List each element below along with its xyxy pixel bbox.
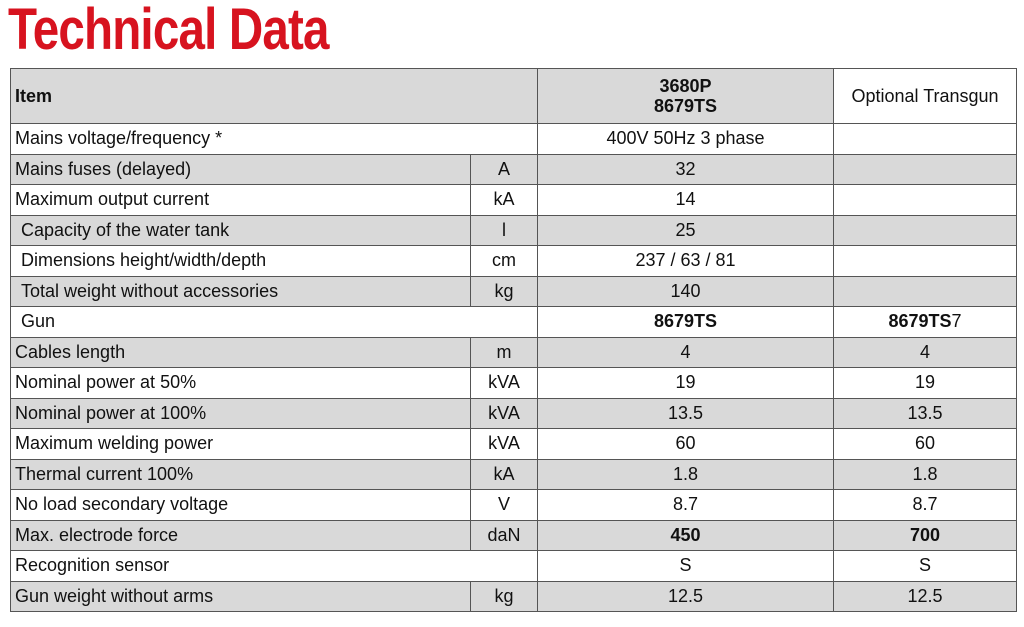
table-row (11, 185, 1017, 216)
row-optional (834, 581, 1017, 612)
row-value: 25 (538, 215, 834, 246)
row-optional (834, 459, 1017, 490)
row-optional (834, 520, 1017, 551)
row-optional (834, 368, 1017, 399)
row-label: Gun (11, 307, 538, 338)
row-optional-value: 8.7 (912, 494, 938, 515)
row-value: 8679TS (538, 307, 834, 338)
header-model-line1: 3680P (659, 76, 712, 96)
row-optional-value: 8679TS (888, 311, 952, 332)
table-row (11, 551, 1017, 582)
row-unit: kVA (471, 368, 538, 399)
row-label: Gun weight without arms (11, 581, 471, 612)
row-value: 32 (538, 154, 834, 185)
row-label: Mains voltage/frequency * (11, 124, 538, 155)
row-unit: daN (471, 520, 538, 551)
row-unit: kA (471, 185, 538, 216)
row-value: 450 (538, 520, 834, 551)
table-row (11, 581, 1017, 612)
row-value: 400V 50Hz 3 phase (538, 124, 834, 155)
row-unit: m (471, 337, 538, 368)
row-optional-value: 60 (915, 433, 936, 454)
row-label: Cables length (11, 337, 471, 368)
header-optional: Optional Transgun (834, 69, 1017, 124)
row-label: Nominal power at 100% (11, 398, 471, 429)
row-optional-value: 1.8 (912, 463, 938, 484)
table-row (11, 307, 1017, 338)
row-optional (834, 185, 1017, 216)
row-unit: kg (471, 581, 538, 612)
row-label: Thermal current 100% (11, 459, 471, 490)
row-optional-value: 4 (920, 341, 931, 362)
table-row (11, 124, 1017, 155)
row-value: 13.5 (538, 398, 834, 429)
row-optional-suffix: 7 (951, 311, 962, 332)
row-unit: l (471, 215, 538, 246)
row-optional-value: 700 (909, 524, 941, 545)
row-value: 14 (538, 185, 834, 216)
row-optional (834, 276, 1017, 307)
table-body (11, 69, 1017, 612)
header-model-line2: 8679TS (653, 96, 718, 116)
row-unit: kVA (471, 429, 538, 460)
row-optional-value: 13.5 (907, 402, 943, 423)
header-model (538, 69, 834, 124)
row-value: 140 (538, 276, 834, 307)
table-row (11, 246, 1017, 277)
row-optional (834, 215, 1017, 246)
row-optional (834, 246, 1017, 277)
row-value: 19 (538, 368, 834, 399)
row-label: No load secondary voltage (11, 490, 471, 521)
row-value: 12.5 (538, 581, 834, 612)
row-value: 8.7 (538, 490, 834, 521)
table-row (11, 276, 1017, 307)
table-row (11, 459, 1017, 490)
row-value: 60 (538, 429, 834, 460)
row-label: Mains fuses (delayed) (11, 154, 471, 185)
page-title: Technical Data (8, 0, 329, 62)
row-label: Maximum welding power (11, 429, 471, 460)
table-row (11, 215, 1017, 246)
row-optional-value: S (919, 555, 932, 576)
table-row (11, 490, 1017, 521)
row-label: Capacity of the water tank (11, 215, 471, 246)
table-row (11, 520, 1017, 551)
row-optional (834, 551, 1017, 582)
row-value: 237 / 63 / 81 (538, 246, 834, 277)
row-unit: cm (471, 246, 538, 277)
row-unit: kg (471, 276, 538, 307)
row-optional (834, 490, 1017, 521)
row-unit: V (471, 490, 538, 521)
row-optional-value: 19 (915, 372, 936, 393)
row-label: Total weight without accessories (11, 276, 471, 307)
table-row (11, 337, 1017, 368)
technical-data-table (10, 68, 1017, 612)
table-row (11, 398, 1017, 429)
row-label: Max. electrode force (11, 520, 471, 551)
table-row (11, 368, 1017, 399)
table-header-row (11, 69, 1017, 124)
row-label: Nominal power at 50% (11, 368, 471, 399)
row-unit: kVA (471, 398, 538, 429)
row-optional (834, 154, 1017, 185)
table-row (11, 429, 1017, 460)
table-row (11, 154, 1017, 185)
row-optional (834, 307, 1017, 338)
row-label: Recognition sensor (11, 551, 538, 582)
row-value: S (538, 551, 834, 582)
row-unit: A (471, 154, 538, 185)
header-item: Item (11, 69, 538, 124)
row-optional (834, 124, 1017, 155)
row-optional-value: 12.5 (907, 585, 943, 606)
row-unit: kA (471, 459, 538, 490)
row-label: Dimensions height/width/depth (11, 246, 471, 277)
row-optional (834, 429, 1017, 460)
row-optional (834, 337, 1017, 368)
row-value: 1.8 (538, 459, 834, 490)
row-value: 4 (538, 337, 834, 368)
row-optional (834, 398, 1017, 429)
row-label: Maximum output current (11, 185, 471, 216)
